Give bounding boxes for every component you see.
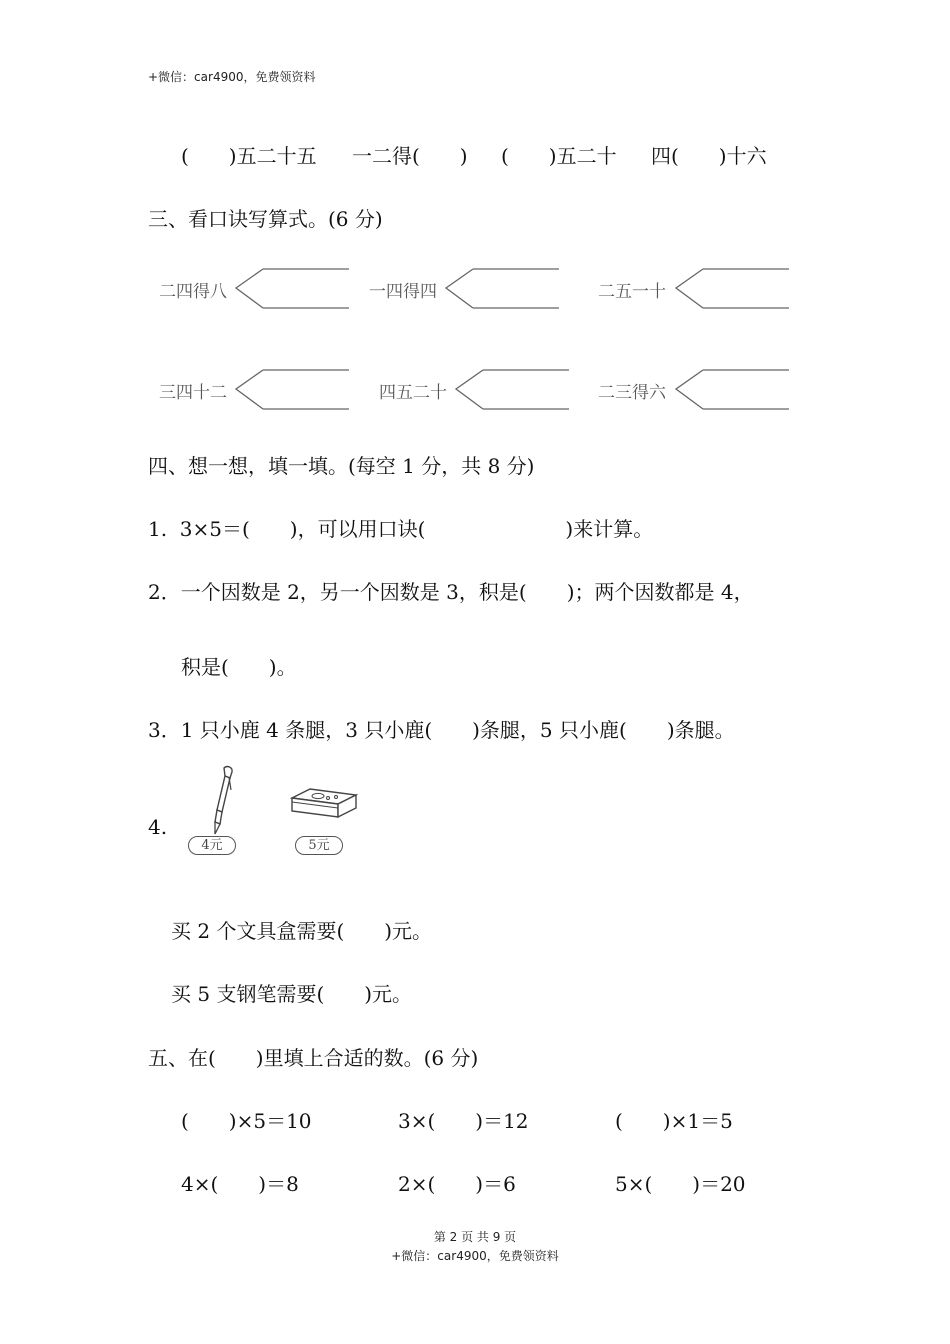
equation: 4×( )＝8 xyxy=(181,1172,299,1196)
question-1: 1. 3×5＝( )，可以用口诀( )来计算。 xyxy=(148,517,654,541)
question-3: 3．1 只小鹿 4 条腿，3 只小鹿( )条腿，5 只小鹿( )条腿。 xyxy=(148,718,735,742)
oral-item-4: 三四十二 xyxy=(159,383,227,403)
top-item-a: ( )五二十五 xyxy=(181,144,317,168)
question-2-line-1: 2．一个因数是 2，另一个因数是 3，积是( )；两个因数都是 4， xyxy=(148,580,754,604)
answer-bracket xyxy=(235,369,351,411)
pencil-box-icon xyxy=(288,786,358,822)
top-item-d: 四( )十六 xyxy=(651,144,767,168)
box-price-tag: 5元 xyxy=(295,836,343,855)
watermark-top: +微信：car4900，免费领资料 xyxy=(148,70,316,84)
equation: ( )×5＝10 xyxy=(181,1109,312,1133)
answer-bracket xyxy=(235,268,351,310)
question-4a: 买 2 个文具盒需要( )元。 xyxy=(171,919,433,943)
pen-price-tag: 4元 xyxy=(188,836,236,855)
top-item-c: ( )五二十 xyxy=(501,144,617,168)
question-4-label: 4. xyxy=(148,815,168,839)
oral-item-1: 二四得八 xyxy=(159,282,227,302)
watermark-bottom: +微信：car4900，免费领资料 xyxy=(391,1249,559,1263)
answer-bracket xyxy=(675,268,791,310)
oral-item-3: 二五一十 xyxy=(598,282,666,302)
top-item-b: 一二得( ) xyxy=(352,144,468,168)
question-4b: 买 5 支钢笔需要( )元。 xyxy=(171,982,413,1006)
section5-title: 五、在( )里填上合适的数。(6 分) xyxy=(148,1046,479,1070)
answer-bracket xyxy=(445,268,561,310)
page-number: 第 2 页 共 9 页 xyxy=(433,1230,517,1244)
equation: 3×( )＝12 xyxy=(398,1109,529,1133)
answer-bracket xyxy=(455,369,571,411)
equation: ( )×1＝5 xyxy=(615,1109,733,1133)
section3-title: 三、看口诀写算式。(6 分) xyxy=(148,207,383,231)
oral-item-5: 四五二十 xyxy=(379,383,447,403)
section4-title: 四、想一想，填一填。(每空 1 分，共 8 分) xyxy=(148,454,535,478)
equation: 2×( )＝6 xyxy=(398,1172,516,1196)
oral-item-2: 一四得四 xyxy=(369,282,437,302)
answer-bracket xyxy=(675,369,791,411)
question-2-line-2: 积是( )。 xyxy=(181,655,297,679)
equation: 5×( )＝20 xyxy=(615,1172,746,1196)
oral-item-6: 二三得六 xyxy=(598,383,666,403)
pen-icon xyxy=(200,764,240,836)
